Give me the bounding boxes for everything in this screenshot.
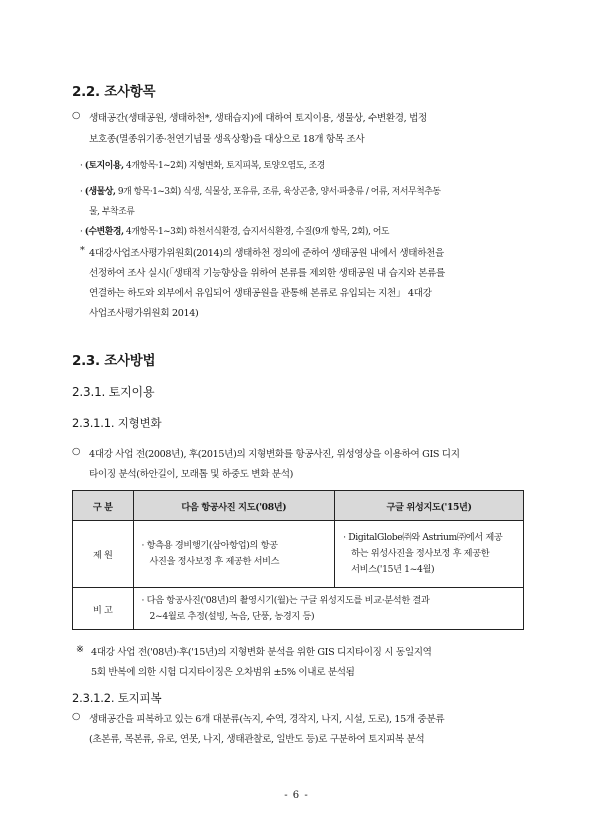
bullet-circle: ○ [72, 446, 81, 457]
cell-line: 2~4월로 추정(설빙, 녹음, 단풍, 농경지 등) [149, 610, 315, 622]
dot-marker: · [80, 227, 83, 237]
bullet-circle: ○ [72, 711, 81, 722]
cell-line: · DigitalGlobe㈜와 Astrium㈜에서 제공 [343, 532, 503, 543]
cell-line: · 다음 항공사진('08년)의 촬영시기(월)는 구글 위성지도를 비교·분석한 결과 [141, 594, 430, 606]
list-item-biota [80, 184, 441, 197]
paragraph-line: 생태공간(생태공원, 생태하천*, 생태습지)에 대하여 토지이용, 생물상, 수변환경, 법정 [89, 113, 427, 124]
note-line: 연결하는 하도와 외부에서 유입되어 생태공원을 관통해 본류로 유입되는 지천」 4대강 [89, 288, 432, 299]
note-line: 선정하여 조사 실시(「생태적 기능향상을 위하여 본류를 제외한 생태공원 내 습지와 본류를 [89, 268, 445, 279]
note-asterisk: * [80, 245, 85, 256]
table-header-cell: 구글 위성지도('15년) [335, 491, 524, 521]
table-cell [133, 521, 335, 588]
cell-line: 사진을 정사보정 후 제공한 서비스 [149, 556, 280, 567]
paragraph-line: (초본류, 목본류, 유로, 연못, 나지, 생태관찰로, 일반도 등)로 구분하여 토지피복 분석 [89, 734, 425, 745]
paragraph-line: 보호종(멸종위기종·천연기념물 생육상황)을 대상으로 18개 항목 조사 [89, 134, 365, 145]
list-item-text-continued: 물, 부착조류 [89, 207, 135, 217]
table-note-line: 5회 반복에 의한 시험 디지타이징은 오차범위 ±5% 이내로 분석됨 [91, 667, 355, 678]
list-item-bold: (토지이용, [84, 161, 124, 171]
list-item-land-use [80, 158, 325, 171]
page-number: - 6 - [284, 790, 309, 801]
table-note-line: 4대강 사업 전('08년)·후('15년)의 지형변화 분석을 위한 GIS 디지타이징 시 동일지역 [91, 647, 432, 658]
list-item-bold: (생물상, [84, 187, 116, 197]
table-cell [335, 521, 524, 588]
table-header-cell: 다음 항공사진 지도('08년) [133, 491, 335, 521]
table-row [73, 521, 524, 588]
cell-line: 서비스('15년 1~4월) [351, 564, 435, 575]
paragraph-line: 타이징 분석(하안길이, 모래톱 및 하중도 변화 분석) [89, 469, 294, 480]
subsubsection-heading-2-3-1-1: 2.3.1.1. 지형변화 [72, 416, 162, 430]
note-line: 사업조사평가위원회 2014) [89, 308, 199, 319]
list-item-text: 9개 항목·1~3회) 식생, 식물상, 포유류, 조류, 육상곤충, 양서·파충류 / 어류, 저서무척추동 [117, 187, 441, 197]
list-item-waterside [80, 224, 389, 237]
subsubsection-heading-2-3-1-2: 2.3.1.2. 토지피복 [72, 691, 162, 705]
table-row [73, 588, 524, 630]
list-item-text: 4개항목·1~2회) 지형변화, 토지피복, 토양오염도, 조경 [126, 161, 325, 171]
list-item-bold: (수변환경, [84, 227, 124, 237]
table-header-row [73, 491, 524, 521]
comparison-table [72, 490, 524, 630]
table-row-label: 제 원 [73, 521, 134, 588]
bullet-circle: ○ [72, 110, 81, 121]
table-header-cell: 구 분 [73, 491, 134, 521]
dot-marker: · [80, 161, 83, 171]
paragraph-line: 4대강 사업 전(2008년), 후(2015년)의 지형변화를 항공사진, 위성영상을 이용하여 GIS 디지 [89, 449, 460, 460]
section-heading-2-2: 2.2. 조사항목 [72, 84, 156, 100]
table-cell-merged [133, 588, 523, 630]
section-heading-2-3: 2.3. 조사방법 [72, 353, 156, 369]
note-line: 4대강사업조사평가위원회(2014)의 생태하천 정의에 준하여 생태공원 내에서 생태하천을 [89, 248, 444, 259]
table-note-mark: ※ [76, 644, 84, 655]
list-item-text: 4개항목·1~3회) 하천서식환경, 습지서식환경, 수질(9개 항목, 2회), 어도 [126, 227, 390, 237]
table-row-label: 비 고 [73, 588, 134, 630]
subsection-heading-2-3-1: 2.3.1. 토지이용 [72, 385, 155, 399]
cell-line: 하는 위성사진을 정사보정 후 제공한 [351, 548, 490, 559]
dot-marker: · [80, 187, 83, 197]
paragraph-line: 생태공간을 피복하고 있는 6개 대분류(녹지, 수역, 경작지, 나지, 시설, 도로), 15개 중분류 [89, 714, 445, 725]
cell-line: · 항측용 경비행기(삼아항업)의 항공 [141, 540, 278, 551]
